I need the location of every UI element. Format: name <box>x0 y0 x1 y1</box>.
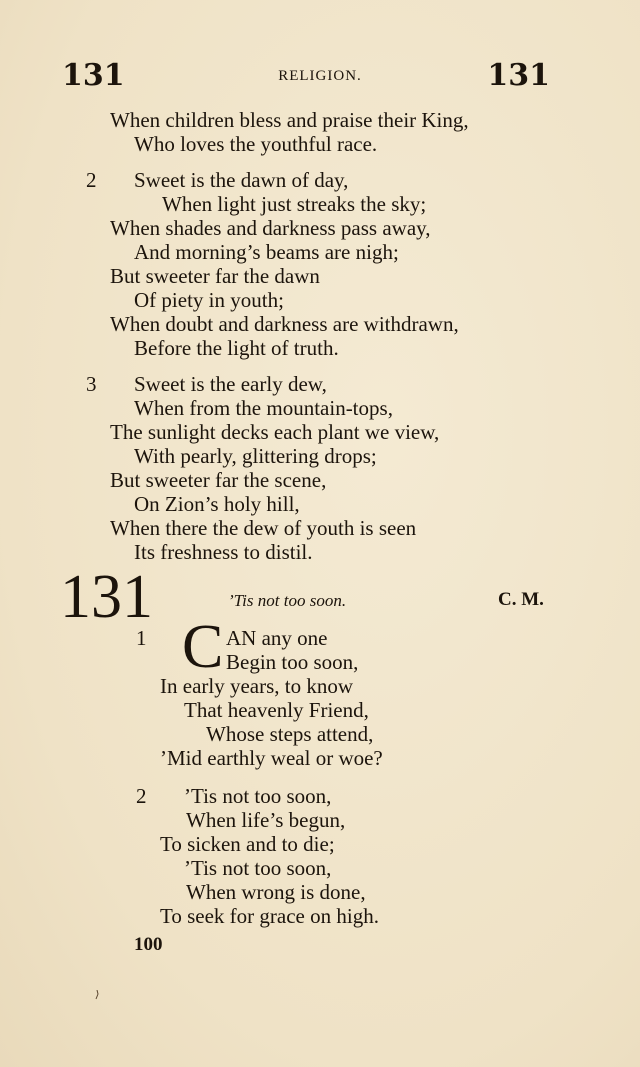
verse-line: To sicken and to die; <box>160 832 335 856</box>
verse-line: AN any one <box>226 626 328 650</box>
verse-line: But sweeter far the scene, <box>110 468 327 492</box>
verse-line: In early years, to know <box>160 674 354 698</box>
stanza-number: 1 <box>136 626 147 650</box>
verse-line: When life’s begun, <box>186 808 346 832</box>
page-number: 100 <box>134 934 163 955</box>
page-header <box>0 58 640 98</box>
verse-line: ’Tis not too soon, <box>184 784 332 808</box>
stanza-number: 2 <box>136 784 147 808</box>
verse-line: The sunlight decks each plant we view, <box>110 420 440 444</box>
verse-line: But sweeter far the dawn <box>110 264 320 288</box>
verse-line: Sweet is the dawn of day, <box>134 168 349 192</box>
hymn-number: 131 <box>60 563 153 631</box>
drop-cap: C <box>182 613 224 681</box>
verse-line: And morning’s beams are nigh; <box>134 240 399 264</box>
verse-line: That heavenly Friend, <box>184 698 369 722</box>
verse-line: Begin too soon, <box>226 650 359 674</box>
header-hymn-number-right: 131 <box>487 58 550 93</box>
verse-line: When shades and darkness pass away, <box>110 216 431 240</box>
verse-line: To seek for grace on high. <box>160 904 379 928</box>
verse-line: When wrong is done, <box>186 880 366 904</box>
verse-line: ’Mid earthly weal or woe? <box>160 746 383 770</box>
hymn-title: ’Tis not too soon. <box>228 591 347 610</box>
verse-line: When light just streaks the sky; <box>162 192 427 216</box>
stanza-number: 2 <box>86 168 97 192</box>
verse-line: With pearly, glittering drops; <box>134 444 377 468</box>
verse-line: Before the light of truth. <box>134 336 339 360</box>
verse-line: Of piety in youth; <box>134 288 284 312</box>
stanza-number: 3 <box>86 372 97 396</box>
verse-line: Its freshness to distil. <box>134 540 313 564</box>
verse-line: On Zion’s holy hill, <box>134 492 300 516</box>
header-hymn-number-left: 131 <box>62 58 125 93</box>
hymn-meter: C. M. <box>498 589 544 610</box>
verse-line: ’Tis not too soon, <box>184 856 332 880</box>
ink-speck-mark <box>94 990 100 1000</box>
verse-line: Whose steps attend, <box>206 722 374 746</box>
verse-line: When there the dew of youth is seen <box>110 516 417 540</box>
verse-line: Sweet is the early dew, <box>134 372 327 396</box>
header-title: RELIGION. <box>278 68 362 84</box>
verse-line: Who loves the youthful race. <box>134 132 378 156</box>
verse-line: When children bless and praise their King, <box>110 108 469 132</box>
verse-line: When doubt and darkness are withdrawn, <box>110 312 459 336</box>
verse-line: When from the mountain-tops, <box>134 396 393 420</box>
